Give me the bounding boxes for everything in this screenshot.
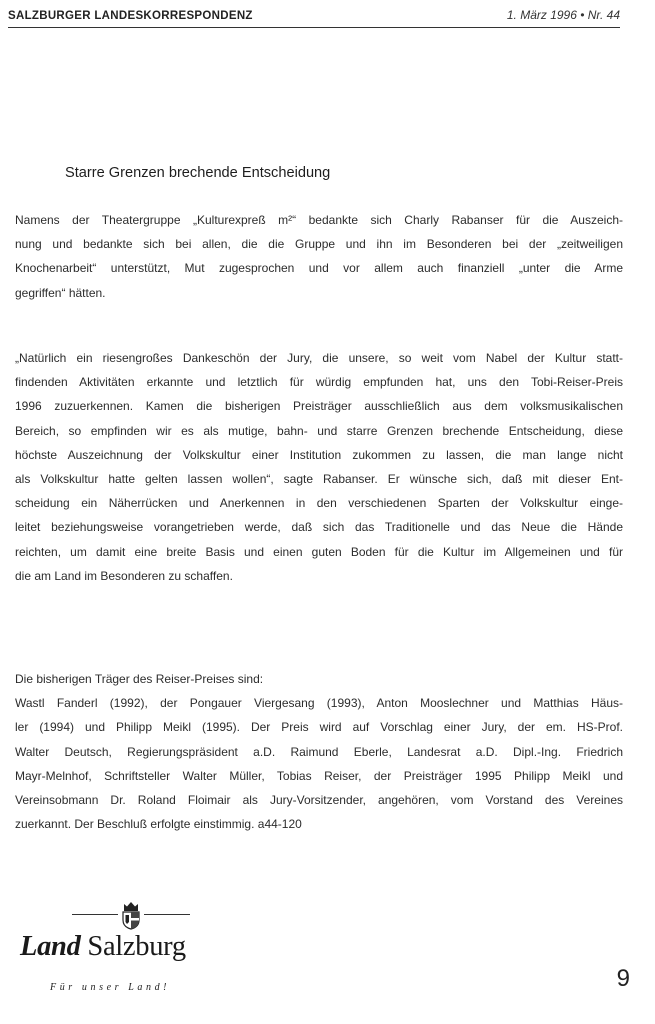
page-header [8,6,620,32]
text-line: Namens der Theatergruppe „Kulturexpreß m²“ bedankte sich Charly Rabanser für die Auszeich- [15,213,623,227]
paragraph-winners [15,667,623,836]
header-divider [8,27,620,28]
logo-tagline: Für unser Land! [50,982,171,993]
text-line: Walter Deutsch, Regierungspräsident a.D. Raimund Eberle, Landesrat a.D. Dipl.-Ing. Friedrich [15,744,623,759]
logo-rule-right [144,914,190,915]
text-line: ler (1994) und Philipp Meikl (1995). Der Preis wird auf Vorschlag einer Jury, der em. HS-Prof. [15,720,623,735]
text-line: „Natürlich ein riesengroßes Dankeschön der Jury, die unsere, so weit vom Nabel der Kultur statt- [15,351,623,365]
paragraph-quote [15,346,623,588]
text-line: Vereinsobmann Dr. Roland Floimair als Jury-Vorsitzender, angehören, vom Vorstand des Vereines [15,793,623,808]
text-line: scheidung ein Näherrücken und Anerkennen in den verschiedenen Sparten der Volkskultur einge- [15,496,623,511]
text-line: 1996 zuzuerkennen. Kamen die bisherigen Preisträger ausschließlich aus dem volksmusikalischen [15,399,623,414]
issue-date: 1. März 1996 • Nr. 44 [506,8,620,22]
text-line: gegriffen“ hätten. [15,285,106,300]
text-line: als Volkskultur hatte gelten lassen wollen“, sagte Rabanser. Er wünsche sich, daß mit dieser Ent- [15,472,623,487]
text-line: Mayr-Melnhof, Schriftsteller Walter Müller, Tobias Reiser, der Preisträger 1995 Philipp Meikl und [15,768,623,783]
text-line: leitet beziehungsweise vorangetrieben werde, daß sich das Traditionelle und das Neue die Hände [15,520,623,535]
text-line: Wastl Fanderl (1992), der Pongauer Viergesang (1993), Anton Mooslechner und Matthias Häus- [15,696,623,711]
text-line: nung und bedankte sich bei allen, die die Gruppe und ihn im Besonderen bei der „zeitweiligen [15,237,623,252]
text-line: zuerkannt. Der Beschluß erfolgte einstimmig. a44-120 [15,817,302,832]
land-salzburg-logo [20,898,234,1004]
salzburg-crest-icon [119,900,143,930]
page-number: 9 [616,965,630,992]
paragraph-thanks [15,208,623,305]
text-line: findenden Aktivitäten erkannte und letztlich für würdig empfunden hat, uns den Tobi-Reiser-Preis [15,375,623,390]
logo-wordmark [20,931,186,963]
publication-name: SALZBURGER LANDESKORRESPONDENZ [8,10,253,22]
logo-rule-left [72,914,118,915]
logo-salzburg: Salzburg [87,931,186,962]
text-line: Knochenarbeit“ unterstützt, Mut zugesprochen und vor allem auch finanziell „unter die Arme [15,261,623,276]
article-title: Starre Grenzen brechende Entscheidung [65,165,331,181]
text-line: die am Land im Besonderen zu schaffen. [15,568,233,583]
text-line: höchste Auszeichnung der Volkskultur einer Institution zukommen zu lassen, die man lange nicht [15,447,623,462]
logo-land: Land [20,931,81,962]
text-line: reichten, um damit eine breite Basis und einen guten Boden für die Kultur im Allgemeinen und für [15,544,623,559]
text-line: Bereich, so empfinden wir es als mutige, bahn- und starre Grenzen brechende Entscheidung, diese [15,423,623,438]
text-line: Die bisherigen Träger des Reiser-Preises sind: [15,672,264,686]
